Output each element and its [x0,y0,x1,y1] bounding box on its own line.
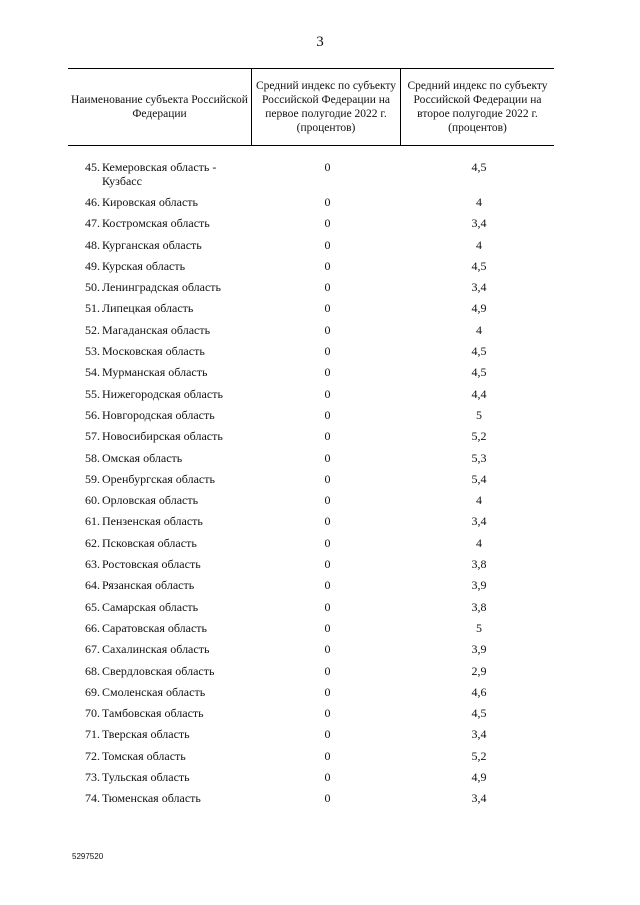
second-half-value: 5 [476,407,482,422]
header-region-name: Наименование субъекта Российской Федерации [71,94,248,120]
first-half-value: 0 [324,450,331,465]
first-half-value: 0 [324,280,331,295]
row-number: 69. [85,684,100,699]
first-half-value: 0 [324,599,331,614]
first-half-value: 0 [324,620,331,635]
second-half-value: 5 [476,620,482,635]
table-row [68,727,554,748]
first-half-value: 0 [324,237,331,252]
table-row [68,216,554,237]
second-half-value: 4 [476,237,482,252]
region-name: Ростовская область [102,557,201,572]
region-name: Орловская область [102,493,199,508]
region-name: Саратовская область [102,620,208,635]
first-half-value: 0 [324,663,331,678]
region-name: Томская область [102,748,186,763]
table-row [68,259,554,280]
region-name: Рязанская область [102,578,195,593]
region-name: Ленинградская область [102,280,221,295]
region-name: Нижегородская область [102,386,223,401]
row-number: 59. [85,471,100,486]
first-half-value: 0 [324,557,331,572]
region-name: Костромская область [102,216,210,231]
second-half-value: 3,9 [471,578,487,593]
region-name: Свердловская область [102,663,215,678]
second-half-value: 5,3 [471,450,487,465]
second-half-value: 4 [476,322,482,337]
table-row [68,429,554,450]
first-half-value: 0 [324,429,331,444]
region-name: Мурманская область [102,365,208,380]
second-half-value: 3,4 [471,216,487,231]
first-half-value: 0 [324,684,331,699]
table-row [68,791,554,812]
region-name: Омская область [102,450,183,465]
table-row [68,365,554,386]
row-number: 65. [85,599,100,614]
region-name: Новосибирская область [102,429,223,444]
first-half-value: 0 [324,642,331,657]
region-name: Тверская область [102,727,190,742]
table-body [68,160,554,813]
row-number: 67. [85,642,100,657]
first-half-value: 0 [324,791,331,806]
table-header [68,68,554,146]
first-half-value: 0 [324,386,331,401]
second-half-value: 3,4 [471,280,487,295]
row-number: 74. [85,791,100,806]
table-row [68,344,554,365]
table-row [68,642,554,663]
first-half-value: 0 [324,535,331,550]
row-number: 71. [85,727,100,742]
second-half-value: 5,4 [471,471,487,486]
first-half-value: 0 [324,407,331,422]
second-half-value: 5,2 [471,429,487,444]
first-half-value: 0 [324,195,331,209]
table-row [68,493,554,514]
first-half-value: 0 [324,493,331,508]
row-number: 68. [85,663,100,678]
table-row [68,195,554,216]
first-half-value: 0 [324,706,331,721]
first-half-value: 0 [324,365,331,380]
row-number: 70. [85,706,100,721]
row-number: 46. [85,195,100,209]
document-id: 5297520 [72,852,104,861]
second-half-value: 4,5 [471,706,487,721]
second-half-value: 4,5 [471,344,487,359]
first-half-value: 0 [324,578,331,593]
row-number: 56. [85,407,100,422]
table-row [68,472,554,493]
region-name: Псковская область [102,535,197,550]
table-row [68,536,554,557]
table-row [68,600,554,621]
region-name: Курская область [102,258,186,273]
header-second-half-index: Средний индекс по субъекту Российской Федерации на второе полугодие 2022 г. (процентов) [400,69,554,145]
row-number: 58. [85,450,100,465]
first-half-value: 0 [324,514,331,529]
table-row [68,621,554,642]
table-row [68,238,554,259]
first-half-value: 0 [324,258,331,273]
region-name: Тульская область [102,770,190,785]
region-name: Московская область [102,344,205,359]
table-row [68,770,554,791]
row-number: 45. [85,160,100,174]
region-name: Самарская область [102,599,199,614]
row-number: 49. [85,258,100,273]
page-number: 3 [316,34,324,50]
table-row [68,706,554,727]
second-half-value: 3,8 [471,557,487,572]
region-name: Тамбовская область [102,706,204,721]
region-name: Смоленская область [102,684,206,699]
row-number: 55. [85,386,100,401]
table-row [68,557,554,578]
table-row [68,514,554,535]
region-name: Пензенская область [102,514,203,529]
region-name: Магаданская область [102,322,211,337]
region-name: Липецкая область [102,301,194,316]
row-number: 53. [85,344,100,359]
first-half-value: 0 [324,727,331,742]
first-half-value: 0 [324,770,331,785]
table-row [68,280,554,301]
row-number: 63. [85,557,100,572]
second-half-value: 4 [476,535,482,550]
first-half-value: 0 [324,344,331,359]
table-row [68,301,554,322]
row-number: 72. [85,748,100,763]
second-half-value: 3,9 [471,642,487,657]
row-number: 62. [85,535,100,550]
row-number: 57. [85,429,100,444]
first-half-value: 0 [324,216,331,231]
region-name: Кировская область [102,195,199,209]
region-name: Оренбургская область [102,471,215,486]
table-row [68,578,554,599]
first-half-value: 0 [324,748,331,763]
table-row [68,323,554,344]
second-half-value: 3,4 [471,791,487,806]
table-row [68,451,554,472]
row-number: 61. [85,514,100,529]
table-row [68,664,554,685]
row-number: 64. [85,578,100,593]
table-row [68,408,554,429]
row-number: 48. [85,237,100,252]
region-name: Сахалинская область [102,642,210,657]
table-row [68,160,554,195]
second-half-value: 5,2 [471,748,487,763]
table-row [68,387,554,408]
region-name: Кемеровская область - Кузбасс [102,160,217,188]
first-half-value: 0 [324,471,331,486]
second-half-value: 3,8 [471,599,487,614]
row-number: 54. [85,365,100,380]
second-half-value: 3,4 [471,514,487,529]
region-name: Курганская область [102,237,202,252]
second-half-value: 4,9 [471,770,487,785]
row-number: 52. [85,322,100,337]
row-number: 47. [85,216,100,231]
second-half-value: 4,6 [471,684,487,699]
second-half-value: 4,4 [471,386,487,401]
region-name: Новгородская область [102,407,215,422]
table-row [68,749,554,770]
row-number: 66. [85,620,100,635]
table-row [68,685,554,706]
row-number: 50. [85,280,100,295]
second-half-value: 4,5 [471,160,487,174]
first-half-value: 0 [324,322,331,337]
region-name: Тюменская область [102,791,201,806]
second-half-value: 4 [476,195,482,209]
row-number: 73. [85,770,100,785]
second-half-value: 4 [476,493,482,508]
first-half-value: 0 [324,301,331,316]
second-half-value: 4,5 [471,258,487,273]
first-half-value: 0 [324,160,331,174]
second-half-value: 2,9 [471,663,487,678]
header-first-half-index: Средний индекс по субъекту Российской Федерации на первое полугодие 2022 г. (процентов) [251,69,400,145]
second-half-value: 3,4 [471,727,487,742]
row-number: 51. [85,301,100,316]
second-half-value: 4,9 [471,301,487,316]
second-half-value: 4,5 [471,365,487,380]
row-number: 60. [85,493,100,508]
